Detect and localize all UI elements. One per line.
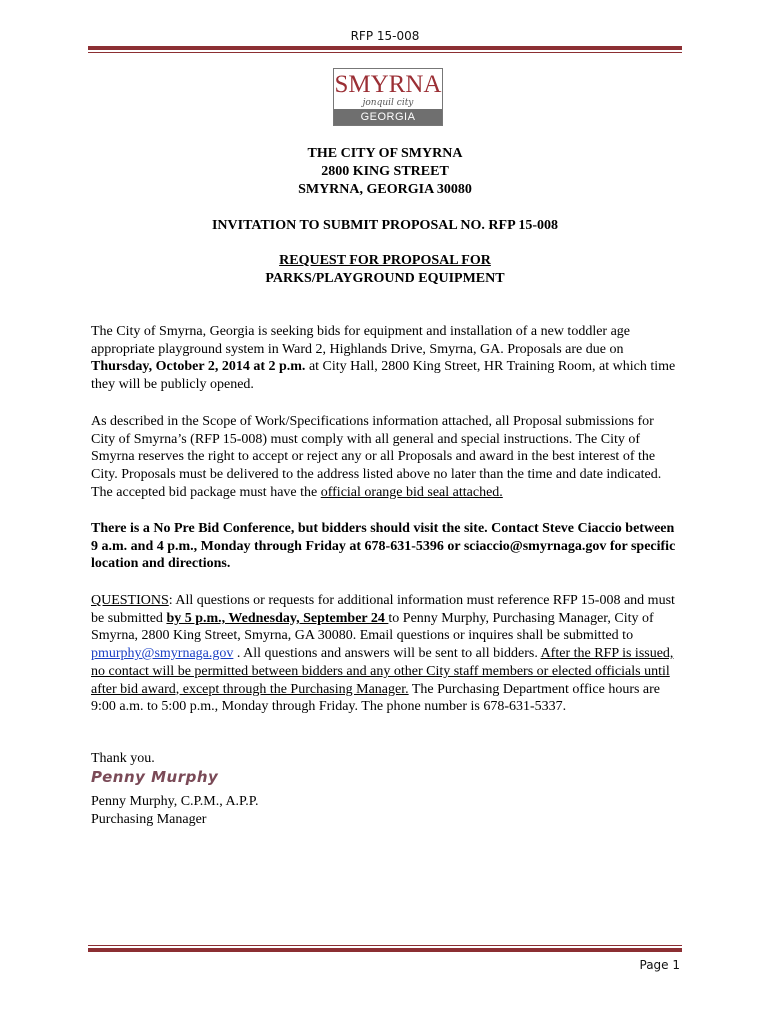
signature: Penny Murphy xyxy=(91,768,219,786)
paragraph-intro xyxy=(91,323,681,394)
questions-deadline: by 5 p.m., Wednesday, September 24 xyxy=(166,610,389,626)
intro-text: The City of Smyrna, Georgia is seeking bids for equipment and installation of a new toddler age appropriate playground system in Ward 2, Highlands Drive, Smyrna, GA. Proposals are due on xyxy=(91,324,631,357)
thank-you: Thank you. xyxy=(91,751,155,766)
logo-tagline: jonquil city xyxy=(362,98,414,108)
header-rfp-label: RFP 15-008 xyxy=(350,29,420,43)
address-block xyxy=(0,145,770,199)
logo-state: GEORGIA xyxy=(334,109,442,125)
intro-text-end: at City Hall, 2800 King Street, HR Training Room, at which time they will be publicly opened. xyxy=(91,359,676,393)
scope-text: As described in the Scope of Work/Specifications information attached, all Proposal submissions for City of Smyrna’s (RFP 15-008) must comply with all general and special instructions. The City of Smyrna reserves the right to accept or reject any or all Proposals and award in the best interest of the City. Proposals must be delivered to the address listed above no later than the time and date indicated. The accepted bid package must have the xyxy=(91,414,662,500)
address-line-2: 2800 KING STREET xyxy=(321,164,449,179)
address-line-3: SMYRNA, GEORGIA 30080 xyxy=(298,182,472,197)
header-rule xyxy=(88,46,682,53)
request-line-2: PARKS/PLAYGROUND EQUIPMENT xyxy=(265,271,505,286)
invitation-title: INVITATION TO SUBMIT PROPOSAL NO. RFP 15-008 xyxy=(211,218,559,233)
questions-label: QUESTIONS xyxy=(91,593,169,608)
questions-text: : All questions or requests for additional information must reference RFP 15-008 and must be submitted xyxy=(91,593,675,626)
paragraph-site-visit: There is a No Pre Bid Conference, but bidders should visit the site. Contact Steve Ciaccio between 9 a.m. and 4 p.m., Monday through Friday at 678-631-5396 or sciaccio@smyrnaga.gov for specific location and directions. xyxy=(91,521,676,572)
signer-title: Purchasing Manager xyxy=(91,811,207,827)
signer-block xyxy=(91,793,681,828)
signer-name: Penny Murphy, C.P.M., A.P.P. xyxy=(91,794,259,809)
page-number: Page 1 xyxy=(639,958,680,972)
smyrna-logo xyxy=(333,68,443,126)
logo-name: SMYRNA xyxy=(334,71,442,98)
address-line-1: THE CITY OF SMYRNA xyxy=(307,146,463,161)
request-title xyxy=(0,252,770,288)
email-link[interactable]: pmurphy@smyrnaga.gov xyxy=(91,646,234,662)
paragraph-scope xyxy=(91,413,681,502)
no-contact-notice: After the RFP is issued, no contact will be permitted between bidders and any other City staff members or elected officials until after bid award, except through the Purchasing Manager. xyxy=(91,646,674,697)
office-hours-text: The Purchasing Department office hours are 9:00 a.m. to 5:00 p.m., Monday through Friday. The phone number is 678-631-5337. xyxy=(91,681,661,715)
footer-rule xyxy=(88,945,682,952)
bid-seal-note: official orange bid seal attached. xyxy=(320,484,503,500)
questions-text-2: to Penny Murphy, Purchasing Manager, City of Smyrna, 2800 King Street, Smyrna, GA 30080. Email questions or inquires shall be submitted to xyxy=(91,610,654,644)
paragraph-questions xyxy=(91,592,681,716)
questions-text-3: . All questions and answers will be sent to all bidders. xyxy=(233,646,541,662)
request-line-1: REQUEST FOR PROPOSAL FOR xyxy=(279,253,491,268)
due-date: Thursday, October 2, 2014 at 2 p.m. xyxy=(91,359,306,375)
